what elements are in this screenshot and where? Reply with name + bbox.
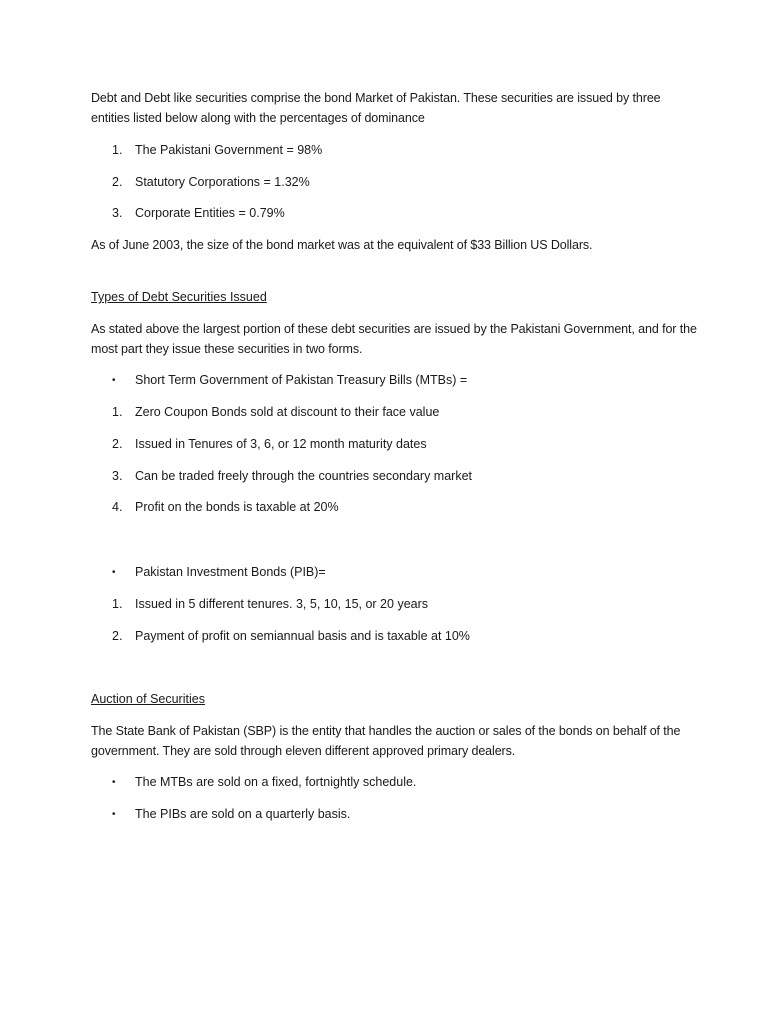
mtb-title: Short Term Government of Pakistan Treasury Bills (MTBs) = (135, 373, 468, 387)
issuer-item-1 (112, 140, 322, 160)
mtb-item-text: Can be traded freely through the countries secondary market (135, 469, 472, 483)
issuer-text: Statutory Corporations = 1.32% (135, 175, 310, 189)
auction-item-1 (112, 772, 416, 794)
mtb-item-2 (112, 434, 427, 454)
bullet-icon: • (112, 375, 116, 386)
pib-item-2 (112, 626, 470, 646)
auction-item-text: The MTBs are sold on a fixed, fortnightly schedule. (135, 775, 417, 789)
list-marker: 1. (112, 143, 123, 157)
list-marker: 3. (112, 469, 123, 483)
bullet-icon: • (112, 809, 116, 820)
list-marker: 2. (112, 175, 123, 189)
pib-item-1 (112, 594, 428, 614)
mtb-item-3 (112, 466, 472, 486)
auction-heading: Auction of Securities (91, 692, 205, 706)
issuer-item-3 (112, 203, 285, 223)
bullet-icon: • (112, 567, 116, 578)
auction-item-2 (112, 804, 350, 826)
auction-intro: The State Bank of Pakistan (SBP) is the entity that handles the auction or sales of the bonds on behalf of the government. They are sold through eleven different approved primary dealers. (91, 724, 681, 758)
issuer-text: Corporate Entities = 0.79% (135, 206, 285, 220)
issuer-text: The Pakistani Government = 98% (135, 143, 323, 157)
pib-item-text: Issued in 5 different tenures. 3, 5, 10, 15, or 20 years (135, 597, 429, 611)
auction-item-text: The PIBs are sold on a quarterly basis. (135, 807, 351, 821)
pib-title: Pakistan Investment Bonds (PIB)= (135, 565, 326, 579)
mtb-item-1 (112, 402, 439, 422)
list-marker: 3. (112, 206, 123, 220)
mtb-item-text: Zero Coupon Bonds sold at discount to their face value (135, 405, 440, 419)
list-marker: 1. (112, 597, 123, 611)
pib-bullet-item (112, 562, 326, 584)
list-marker: 2. (112, 437, 123, 451)
issuer-item-2 (112, 172, 310, 192)
intro-paragraph: Debt and Debt like securities comprise the bond Market of Pakistan. These securities are issued by three entities listed below along with the percentages of dominance (91, 91, 661, 125)
types-intro: As stated above the largest portion of these debt securities are issued by the Pakistani Government, and for the most part they issue these securities in two forms. (91, 322, 697, 356)
mtb-item-text: Issued in Tenures of 3, 6, or 12 month maturity dates (135, 437, 427, 451)
pib-item-text: Payment of profit on semiannual basis and is taxable at 10% (135, 629, 470, 643)
list-marker: 2. (112, 629, 123, 643)
list-marker: 4. (112, 500, 123, 514)
size-note: As of June 2003, the size of the bond market was at the equivalent of $33 Billion US Dollars. (91, 238, 593, 252)
mtb-bullet-item (112, 370, 467, 392)
types-heading: Types of Debt Securities Issued (91, 290, 267, 304)
bullet-icon: • (112, 777, 116, 788)
mtb-item-4 (112, 497, 339, 517)
list-marker: 1. (112, 405, 123, 419)
mtb-item-text: Profit on the bonds is taxable at 20% (135, 500, 339, 514)
